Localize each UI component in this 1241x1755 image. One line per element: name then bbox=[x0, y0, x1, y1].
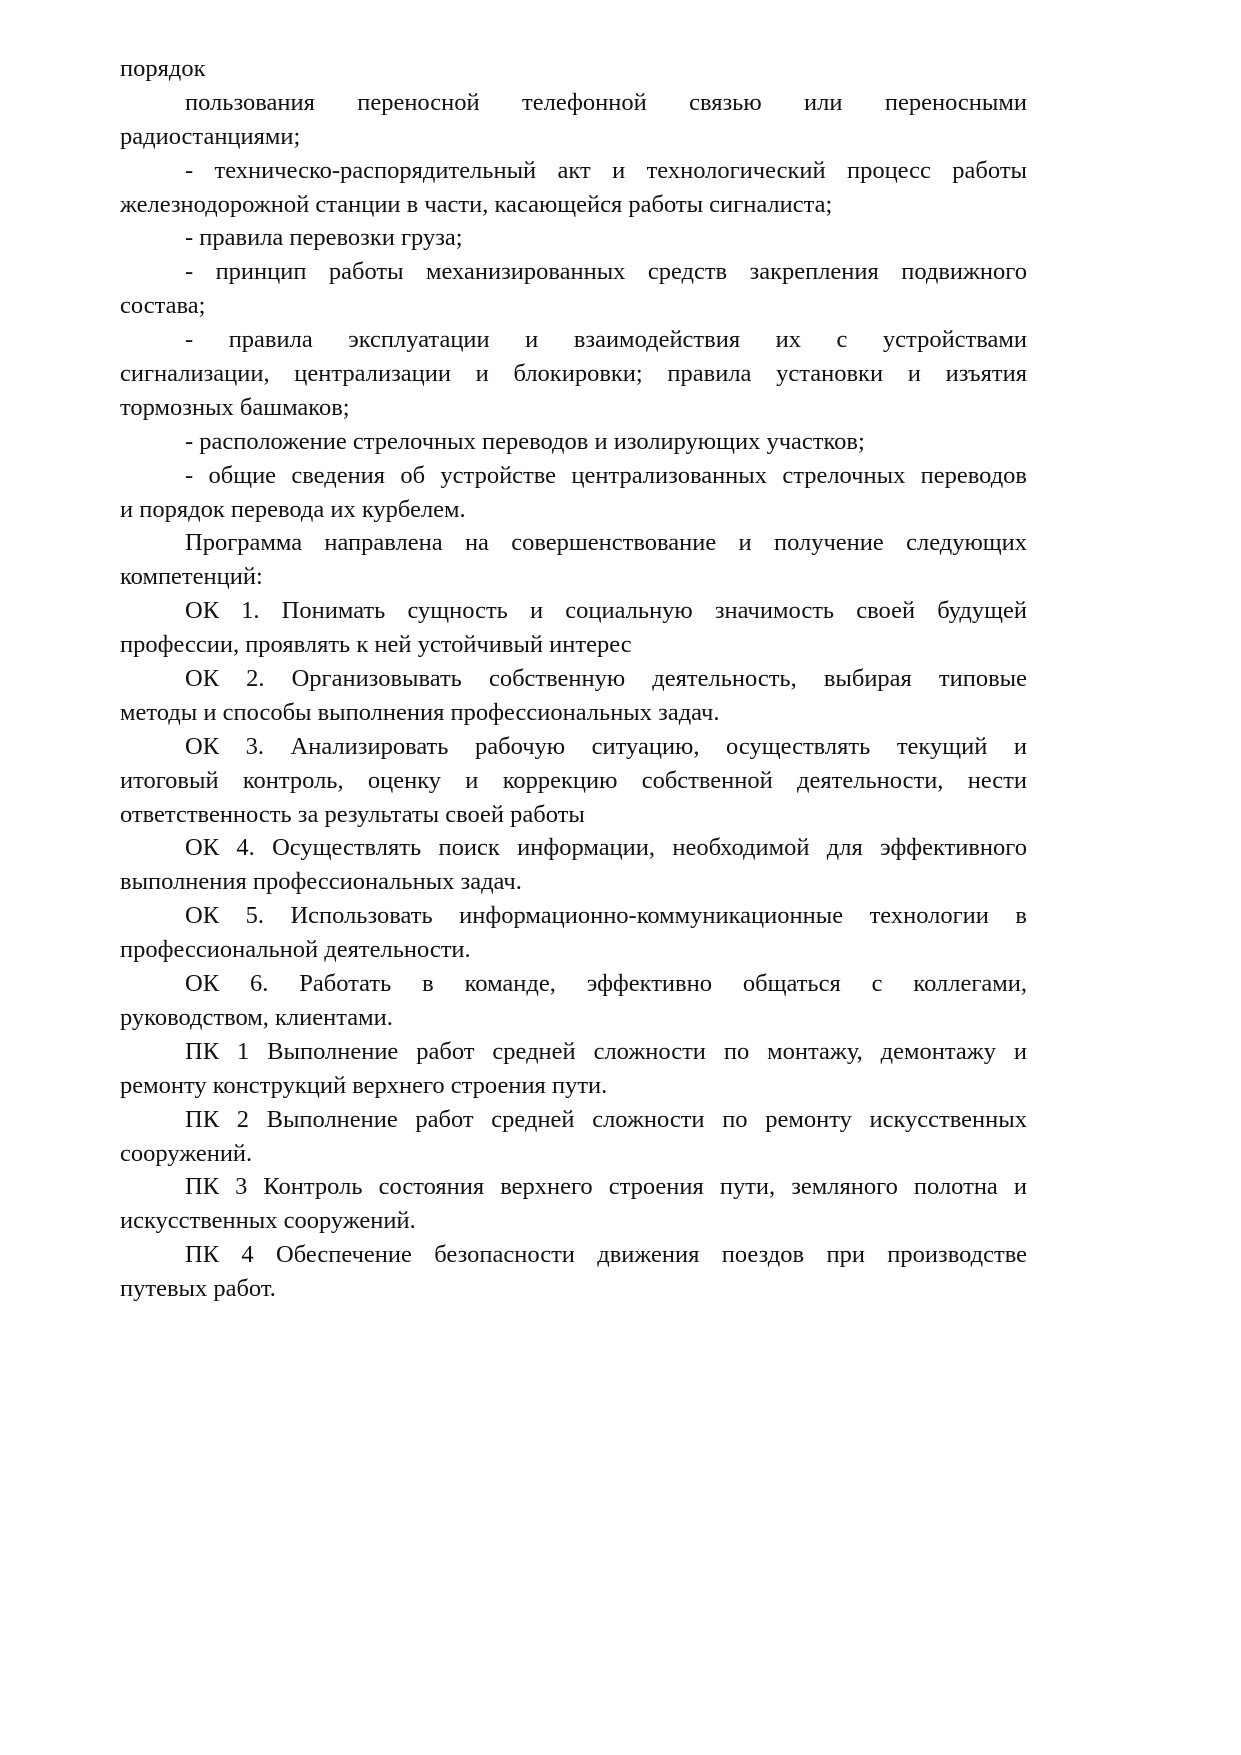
text-line: Программа направлена на совершенствование и получение следующих bbox=[185, 529, 1027, 557]
paragraph bbox=[120, 831, 1027, 899]
text-line: ПК 3 Контроль состояния верхнего строения пути, земляного полотна и bbox=[185, 1173, 1027, 1201]
text-line: - принцип работы механизированных средств закрепления подвижного bbox=[185, 258, 1027, 286]
paragraph bbox=[120, 594, 1027, 662]
text-line: выполнения профессиональных задач. bbox=[120, 868, 522, 896]
text-line: состава; bbox=[120, 292, 206, 320]
paragraph bbox=[120, 899, 1027, 967]
paragraph bbox=[120, 1035, 1027, 1103]
paragraph bbox=[120, 526, 1027, 594]
paragraph bbox=[120, 662, 1027, 730]
paragraph bbox=[120, 1103, 1027, 1171]
text-line: компетенций: bbox=[120, 563, 263, 591]
text-line: профессиональной деятельности. bbox=[120, 936, 471, 964]
text-line: ремонту конструкций верхнего строения пути. bbox=[120, 1071, 608, 1099]
text-line: методы и способы выполнения профессиональных задач. bbox=[120, 698, 720, 726]
paragraph bbox=[120, 1170, 1027, 1238]
paragraph bbox=[120, 52, 1027, 86]
text-line: - правила эксплуатации и взаимодействия их с устройствами bbox=[185, 326, 1027, 354]
paragraph bbox=[120, 730, 1027, 832]
text-line: искусственных сооружений. bbox=[120, 1207, 416, 1235]
text-line: порядок bbox=[120, 55, 206, 82]
text-line: ПК 4 Обеспечение безопасности движения поездов при производстве bbox=[185, 1241, 1027, 1269]
text-line: сооружений. bbox=[120, 1139, 253, 1167]
text-line: ОК 6. Работать в команде, эффективно общаться с коллегами, bbox=[185, 970, 1027, 998]
text-line: - расположение стрелочных переводов и изолирующих участков; bbox=[185, 427, 865, 455]
paragraph bbox=[120, 86, 1027, 154]
document-body bbox=[120, 52, 1027, 1306]
text-line: ОК 3. Анализировать рабочую ситуацию, осуществлять текущий и bbox=[185, 732, 1027, 760]
paragraph bbox=[120, 221, 1027, 255]
text-line: путевых работ. bbox=[120, 1275, 276, 1303]
text-line: тормозных башмаков; bbox=[120, 393, 350, 421]
text-line: пользования переносной телефонной связью или переносными bbox=[185, 88, 1027, 116]
text-line: - правила перевозки груза; bbox=[185, 224, 463, 252]
paragraph bbox=[120, 255, 1027, 323]
text-line: ОК 5. Использовать информационно-коммуникационные технологии в bbox=[185, 902, 1027, 930]
paragraph bbox=[120, 459, 1027, 527]
text-line: ПК 1 Выполнение работ средней сложности по монтажу, демонтажу и bbox=[185, 1037, 1027, 1065]
text-line: руководством, клиентами. bbox=[120, 1003, 393, 1031]
text-line: и порядок перевода их курбелем. bbox=[120, 495, 466, 523]
text-line: ответственность за результаты своей работы bbox=[120, 800, 585, 828]
text-line: ОК 4. Осуществлять поиск информации, необходимой для эффективного bbox=[185, 834, 1027, 862]
text-line: ОК 2. Организовывать собственную деятельность, выбирая типовые bbox=[185, 665, 1027, 693]
paragraph bbox=[120, 154, 1027, 222]
text-line: - техническо-распорядительный акт и технологический процесс работы bbox=[185, 156, 1027, 184]
text-line: итоговый контроль, оценку и коррекцию собственной деятельности, нести bbox=[120, 766, 1027, 794]
paragraph bbox=[120, 1238, 1027, 1306]
text-line: - общие сведения об устройстве централизованных стрелочных переводов bbox=[185, 461, 1027, 489]
text-line: радиостанциями; bbox=[120, 122, 301, 150]
paragraph bbox=[120, 323, 1027, 425]
text-line: профессии, проявлять к ней устойчивый интерес bbox=[120, 631, 632, 659]
text-line: ОК 1. Понимать сущность и социальную значимость своей будущей bbox=[185, 597, 1027, 625]
paragraph bbox=[120, 425, 1027, 459]
text-line: железнодорожной станции в части, касающейся работы сигналиста; bbox=[120, 190, 833, 218]
text-line: сигнализации, централизации и блокировки; правила установки и изъятия bbox=[120, 360, 1027, 388]
paragraph bbox=[120, 967, 1027, 1035]
text-line: ПК 2 Выполнение работ средней сложности по ремонту искусственных bbox=[185, 1105, 1027, 1133]
